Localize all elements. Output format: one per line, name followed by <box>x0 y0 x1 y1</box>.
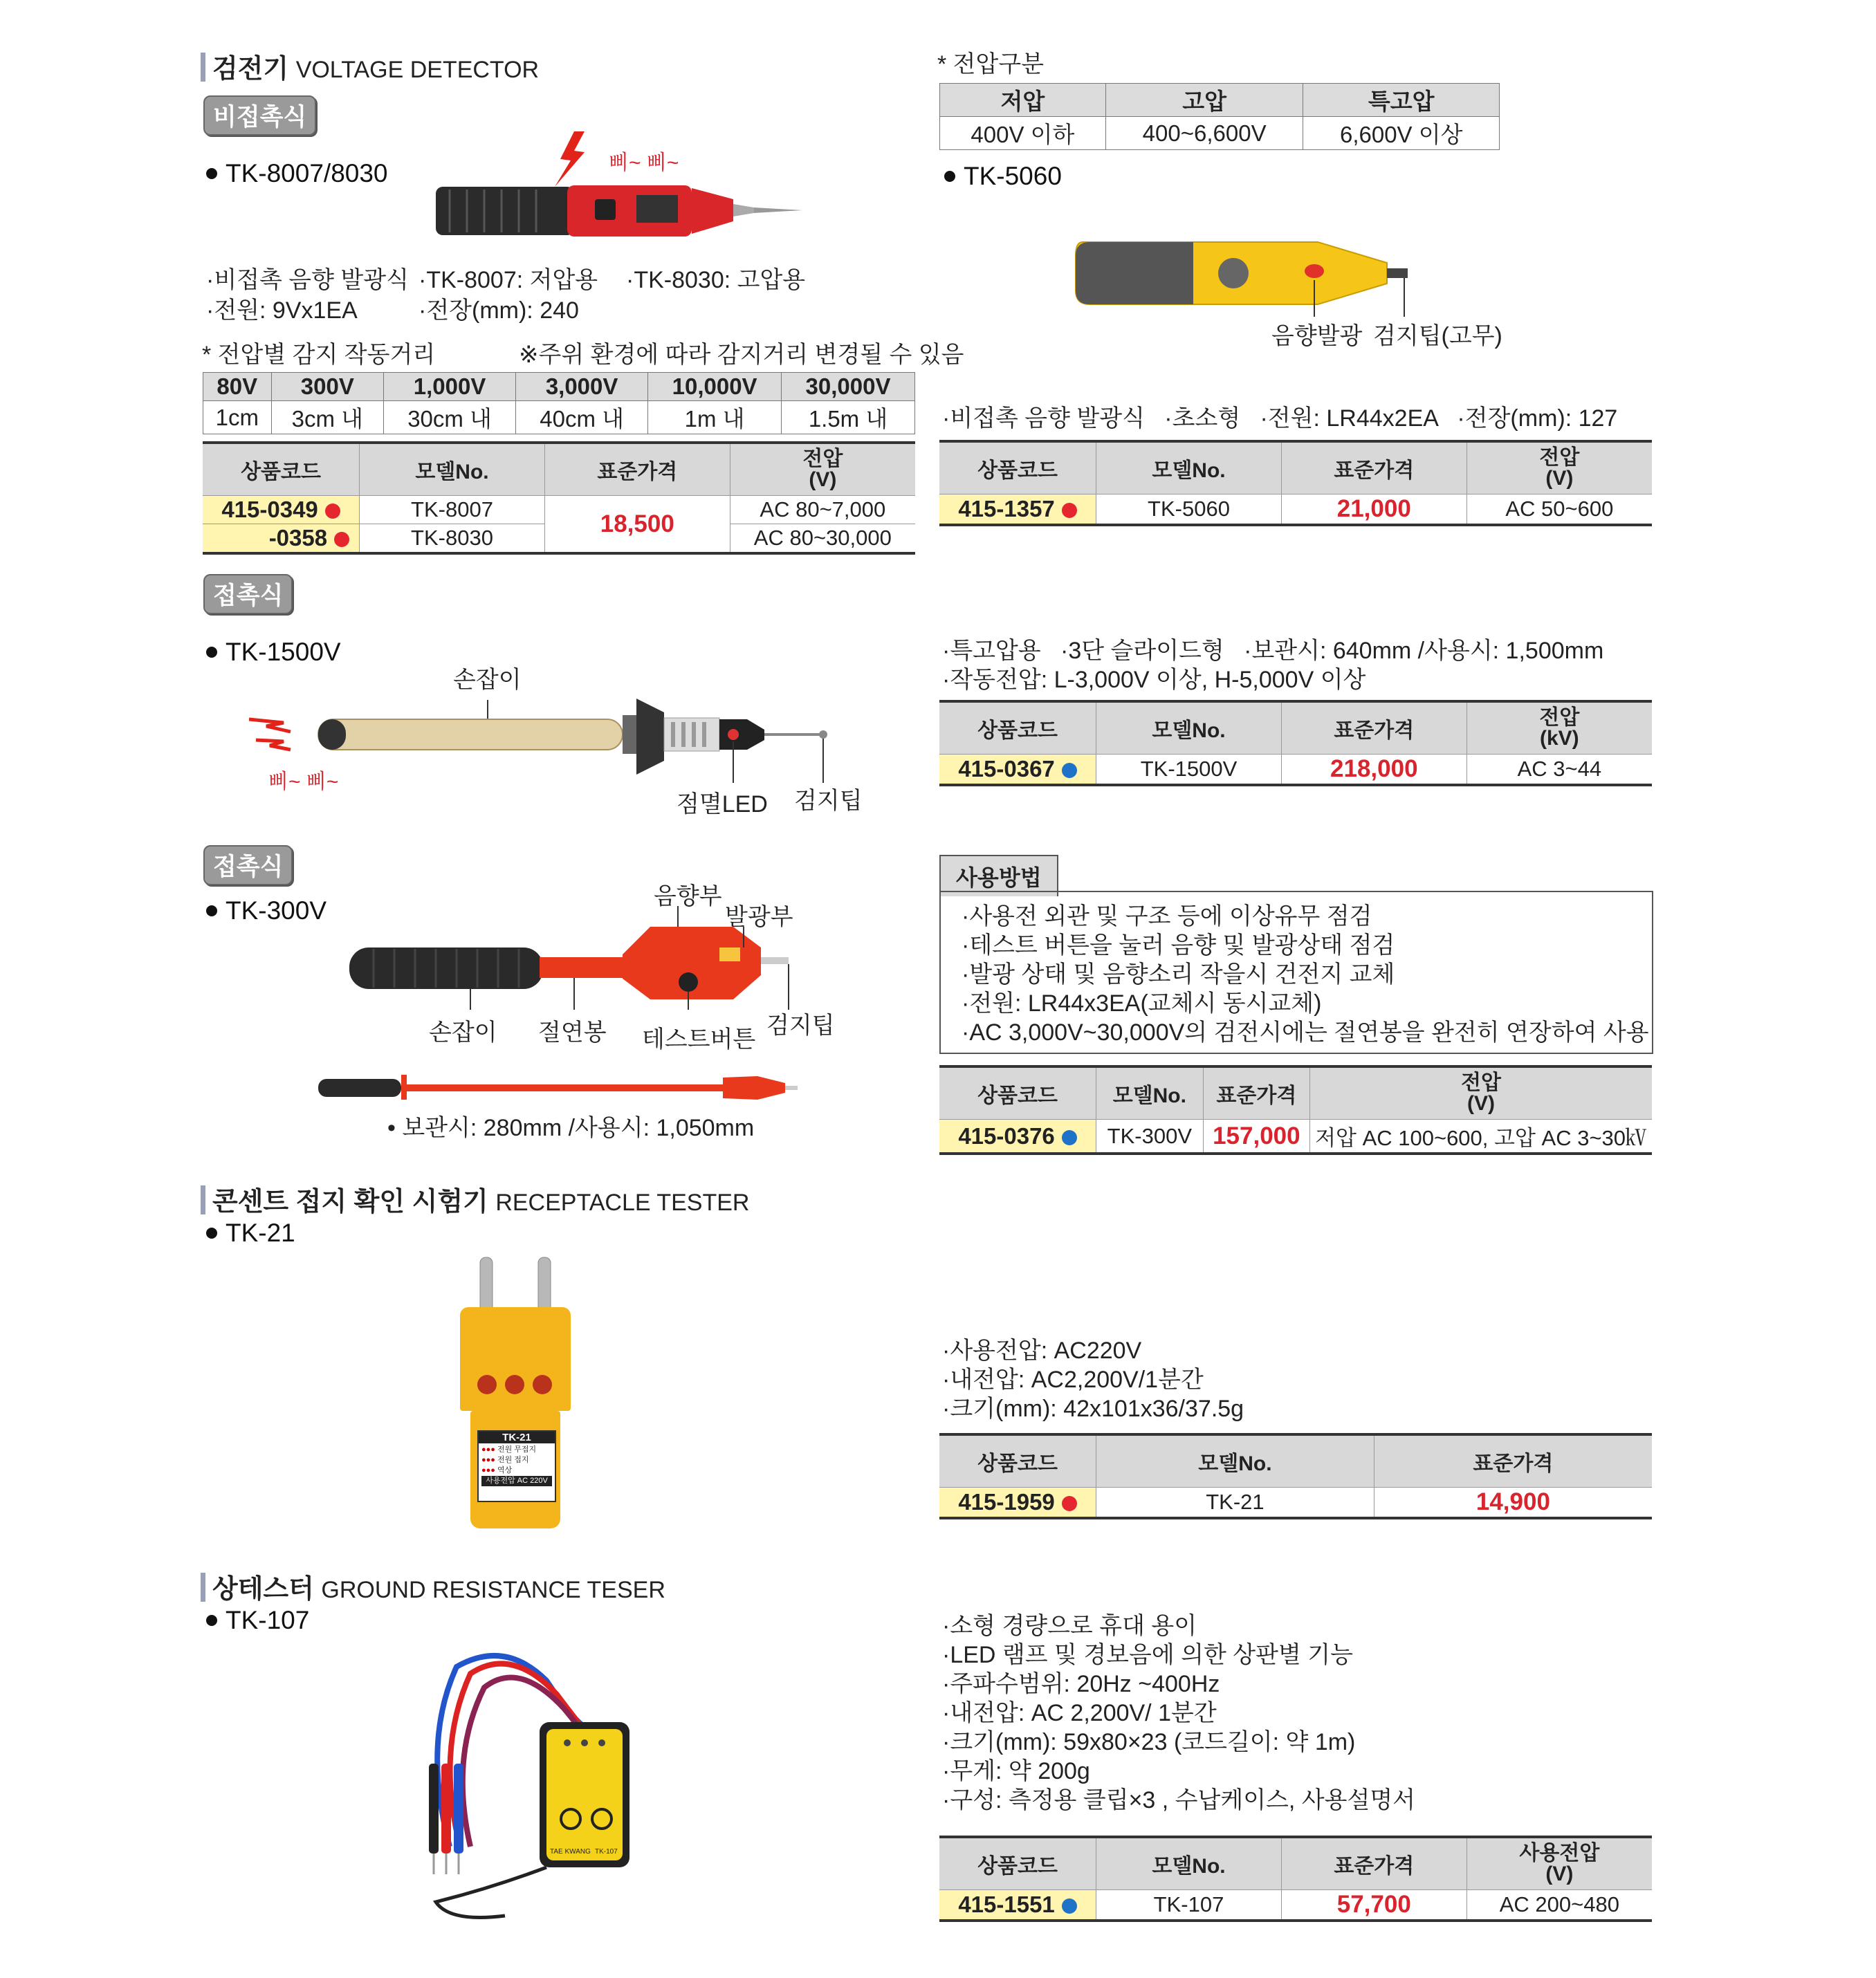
price-cell: 18,500 <box>544 496 730 554</box>
model-cell: TK-8030 <box>360 524 545 554</box>
distance-header: 300V <box>271 373 383 401</box>
usage-tab: 사용방법 <box>939 855 1058 896</box>
distance-table <box>203 372 915 434</box>
distance-value: 1m 내 <box>648 401 782 434</box>
tk21-price-table <box>939 1433 1652 1519</box>
distance-header-row <box>203 373 915 401</box>
led-icon <box>477 1375 497 1394</box>
header-code: 상품코드 <box>939 1837 1096 1890</box>
badge-noncontact: 비접촉식 <box>203 95 316 136</box>
red-dot-icon <box>334 532 349 547</box>
tk300-callout-test: 테스트버튼 <box>642 1026 756 1053</box>
product-code-cell <box>939 1890 1096 1921</box>
tk1500-price-table <box>939 700 1652 786</box>
red-dot-icon <box>325 503 340 519</box>
tk300-length-note: • 보관시: 280mm /사용시: 1,050mm <box>387 1115 755 1141</box>
header-code: 상품코드 <box>939 1434 1096 1488</box>
header-voltage: 전압 (kV) <box>1466 701 1652 755</box>
tk300-callout-handle: 손잡이 <box>429 1019 497 1046</box>
header-code: 상품코드 <box>203 443 360 496</box>
tk107-product-image <box>408 1639 643 1930</box>
title-ko: 검전기 <box>212 55 289 84</box>
voltage-cell: 저압 AC 100~600, 고압 AC 3~30㎸ <box>1310 1120 1652 1154</box>
voltage-cell: AC 80~30,000 <box>730 524 915 554</box>
tk21-product-image <box>457 1252 574 1528</box>
product-code: 415-1357 <box>958 496 1055 521</box>
voltage-cell: AC 3~44 <box>1466 755 1652 786</box>
tk21-device-line: ●●● 역상 <box>481 1466 513 1475</box>
tk8007-price-table <box>203 441 915 555</box>
title-en: GROUND RESISTANCE TESER <box>321 1577 665 1603</box>
tk107-price-table <box>939 1836 1652 1922</box>
tk107-feature: ·소형 경량으로 휴대 용이 <box>942 1613 1197 1639</box>
distance-value: 30cm 내 <box>384 401 516 434</box>
tk300-price-table <box>939 1065 1652 1155</box>
model-tk21: TK-21 <box>206 1219 295 1248</box>
distance-header: 80V <box>203 373 272 401</box>
tk8007-beep-text: 삐~ 삐~ <box>609 151 679 174</box>
tk107-feature: ·무게: 약 200g <box>942 1758 1090 1784</box>
tk8007-feature-3: ·TK-8030: 고압용 <box>626 267 806 293</box>
model-cell: TK-21 <box>1096 1488 1374 1519</box>
header-model: 모델No. <box>1096 441 1282 494</box>
header-model: 모델No. <box>1096 701 1282 755</box>
voltage-cell: AC 80~7,000 <box>730 496 915 524</box>
red-dot-icon <box>1062 503 1077 518</box>
voltage-class-value: 400~6,600V <box>1105 117 1303 150</box>
tk21-feature: ·크기(mm): 42x101x36/37.5g <box>942 1396 1244 1422</box>
product-code: 415-0367 <box>958 756 1055 782</box>
tk107-feature: ·내전압: AC 2,200V/ 1분간 <box>942 1700 1217 1726</box>
tk8007-feature-5: ·전장(mm): 240 <box>419 297 579 324</box>
tk107-feature: ·LED 램프 및 경보음에 의한 상판별 기능 <box>942 1642 1353 1668</box>
tk107-feature: ·크기(mm): 59x80×23 (코드길이: 약 1m) <box>942 1729 1356 1755</box>
product-code-cell <box>939 1120 1096 1154</box>
product-code-cell <box>939 1488 1096 1519</box>
header-model: 모델No. <box>360 443 545 496</box>
model-cell: TK-1500V <box>1096 755 1282 786</box>
voltage-class-header: 특고압 <box>1303 84 1500 117</box>
tk107-model-text: TK-107 <box>595 1848 618 1856</box>
distance-title: * 전압별 감지 작동거리 <box>202 342 436 368</box>
header-voltage: 전압 (V) <box>1466 441 1652 494</box>
model-cell: TK-5060 <box>1096 494 1282 526</box>
usage-box <box>939 891 1653 1054</box>
beep-lightning-icon <box>249 719 291 732</box>
table-row <box>939 494 1652 526</box>
distance-note: ※주위 환경에 따라 감지거리 변경될 수 있음 <box>519 342 964 368</box>
model-tk8007: TK-8007/8030 <box>206 159 388 188</box>
model-tk1500: TK-1500V <box>206 638 341 667</box>
tk5060-callout-tip: 검지팁(고무) <box>1373 323 1502 349</box>
distance-header: 3,000V <box>516 373 648 401</box>
header-price: 표준가격 <box>1281 701 1466 755</box>
title-bar-marker <box>201 1573 205 1602</box>
blue-dot-icon <box>1062 763 1077 778</box>
tk1500-callout-led: 점멸LED <box>677 791 768 817</box>
title-bar-marker <box>201 53 205 82</box>
voltage-cell: AC 50~600 <box>1466 494 1652 526</box>
tk8007-feature-4: ·전원: 9Vx1EA <box>206 297 358 324</box>
tk21-label-panel <box>477 1430 556 1502</box>
header-code: 상품코드 <box>939 701 1096 755</box>
usage-item: ·발광 상태 및 음향소리 작을시 건전지 교체 <box>962 961 1395 988</box>
tk21-feature: ·내전압: AC2,200V/1분간 <box>942 1367 1204 1393</box>
title-ko: 콘센트 접지 확인 시험기 <box>212 1187 488 1217</box>
tk107-feature: ·주파수범위: 20Hz ~400Hz <box>942 1671 1220 1697</box>
led-icon <box>505 1375 524 1394</box>
header-price: 표준가격 <box>1281 441 1466 494</box>
section-title-ground-tester <box>201 1567 665 1605</box>
table-row <box>203 496 915 524</box>
price-cell: 157,000 <box>1203 1120 1310 1154</box>
tk8007-feature-1: ·비접촉 음향 발광식 <box>206 267 409 293</box>
header-code: 상품코드 <box>939 441 1096 494</box>
table-row <box>939 1488 1652 1519</box>
header-voltage: 전압 (V) <box>730 443 915 496</box>
distance-value-row <box>203 401 915 434</box>
product-code: 415-0349 <box>221 497 318 522</box>
header-model: 모델No. <box>1096 1434 1374 1488</box>
product-code-cell <box>203 496 360 524</box>
header-voltage: 전압 (V) <box>1310 1066 1652 1120</box>
title-bar-marker <box>201 1185 205 1214</box>
title-en: VOLTAGE DETECTOR <box>295 57 540 83</box>
voltage-class-header: 고압 <box>1105 84 1303 117</box>
tk300-extended-image <box>315 1071 799 1105</box>
header-price: 표준가격 <box>1203 1066 1310 1120</box>
distance-header: 30,000V <box>782 373 915 401</box>
table-row <box>939 1890 1652 1921</box>
tk8007-feature-2: ·TK-8007: 저압용 <box>419 267 598 293</box>
usage-item: ·AC 3,000V~30,000V의 검전시에는 절연봉을 완전히 연장하여 사용 <box>962 1019 1649 1046</box>
tk21-device-line: ●●● 전원 무접지 <box>481 1445 537 1454</box>
price-cell: 57,700 <box>1281 1890 1466 1921</box>
usage-item: ·사용전 외관 및 구조 등에 이상유무 점검 <box>962 903 1372 930</box>
red-dot-icon <box>1062 1496 1077 1511</box>
tk21-device-line: 사용전압 AC 220V <box>481 1476 552 1486</box>
blue-dot-icon <box>1062 1130 1077 1145</box>
blue-dot-icon <box>1062 1898 1077 1914</box>
product-code-cell <box>939 494 1096 526</box>
led-icon <box>533 1375 552 1394</box>
usage-item: ·전원: LR44x3EA(교체시 동시교체) <box>962 990 1322 1017</box>
product-code: 415-1551 <box>958 1892 1055 1917</box>
usage-item: ·테스트 버튼을 눌러 음향 및 발광상태 점검 <box>962 932 1395 959</box>
tk1500-beep-text: 삐~ 삐~ <box>268 770 339 793</box>
distance-header: 1,000V <box>384 373 516 401</box>
header-model: 모델No. <box>1096 1066 1204 1120</box>
tk300-callout-light: 발광부 <box>725 904 793 930</box>
distance-value: 40cm 내 <box>516 401 648 434</box>
title-ko: 상테스터 <box>212 1575 314 1604</box>
voltage-class-value: 400V 이하 <box>940 117 1106 150</box>
badge-contact-tk300: 접촉식 <box>203 845 293 885</box>
model-cell: TK-300V <box>1096 1120 1204 1154</box>
header-model: 모델No. <box>1096 1837 1282 1890</box>
tk21-feature: ·사용전압: AC220V <box>942 1338 1142 1364</box>
tk5060-features: ·비접촉 음향 발광식 ·초소형 ·전원: LR44x2EA ·전장(mm): 127 <box>942 405 1618 432</box>
product-code-cell <box>203 524 360 554</box>
product-code: 415-1959 <box>958 1489 1055 1515</box>
header-price: 표준가격 <box>1374 1434 1652 1488</box>
table-row <box>939 755 1652 786</box>
tk1500-callout-handle: 손잡이 <box>453 667 522 693</box>
product-code: 415-0376 <box>958 1122 1055 1149</box>
tk1500-feature-2: ·작동전압: L-3,000V 이상, H-5,000V 이상 <box>942 667 1366 693</box>
section-title-receptacle-tester <box>201 1180 750 1218</box>
product-code-cell <box>939 755 1096 786</box>
tk300-callout-rod: 절연봉 <box>538 1019 607 1046</box>
header-voltage: 사용전압 (V) <box>1466 1837 1652 1890</box>
tk5060-callout-sound: 음향발광 <box>1271 323 1363 349</box>
beep-lightning-icon <box>555 131 585 187</box>
distance-value: 1cm <box>203 401 272 434</box>
tk107-brand-text: TAE KWANG <box>550 1848 591 1856</box>
tk21-device-label: TK-21 <box>479 1432 555 1443</box>
voltage-class-value: 6,600V 이상 <box>1303 117 1500 150</box>
product-code: -0358 <box>268 525 328 551</box>
tk300-callout-tip: 검지팁 <box>766 1013 835 1039</box>
tk107-feature: ·구성: 측정용 클립×3 , 수납케이스, 사용설명서 <box>942 1787 1416 1813</box>
header-price: 표준가격 <box>544 443 730 496</box>
header-code: 상품코드 <box>939 1066 1096 1120</box>
tk300-product-image <box>346 899 816 1017</box>
voltage-cell: AC 200~480 <box>1466 1890 1652 1921</box>
price-cell: 218,000 <box>1281 755 1466 786</box>
model-tk5060: TK-5060 <box>944 162 1062 191</box>
section-title-voltage-detector <box>201 47 539 85</box>
distance-header: 10,000V <box>648 373 782 401</box>
distance-value: 3cm 내 <box>271 401 383 434</box>
model-cell: TK-107 <box>1096 1890 1282 1921</box>
tk300-callout-sound: 음향부 <box>654 883 722 909</box>
title-en: RECEPTACLE TESTER <box>495 1190 750 1216</box>
model-tk300: TK-300V <box>206 896 327 925</box>
table-row <box>939 1120 1652 1154</box>
price-cell: 21,000 <box>1281 494 1466 526</box>
tk21-device-line: ●●● 전원 접지 <box>481 1456 529 1464</box>
voltage-class-header: 저압 <box>940 84 1106 117</box>
voltage-class-table <box>939 83 1500 150</box>
model-cell: TK-8007 <box>360 496 545 524</box>
tk1500-feature-1: ·특고압용 ·3단 슬라이드형 ·보관시: 640mm /사용시: 1,500mm <box>942 638 1604 664</box>
voltage-class-title: * 전압구분 <box>937 51 1045 77</box>
header-price: 표준가격 <box>1281 1837 1466 1890</box>
price-cell: 14,900 <box>1374 1488 1652 1519</box>
distance-value: 1.5m 내 <box>782 401 915 434</box>
badge-contact: 접촉식 <box>203 574 293 614</box>
tk5060-price-table <box>939 440 1652 526</box>
tk1500-callout-tip: 검지팁 <box>794 788 863 814</box>
model-tk107: TK-107 <box>206 1606 309 1635</box>
